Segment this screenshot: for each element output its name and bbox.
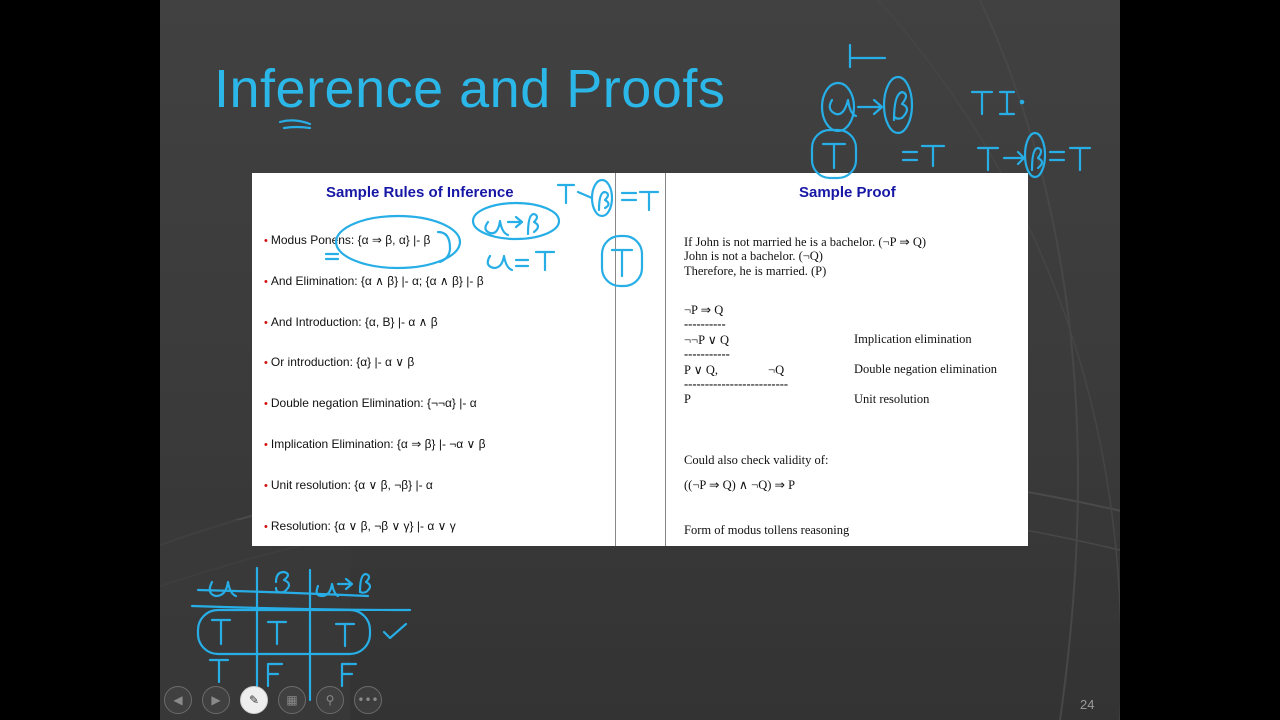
proof-step-rule: Double negation elimination bbox=[854, 362, 998, 376]
zoom-icon: ⚲ bbox=[325, 693, 335, 707]
slides-grid-icon: ▦ bbox=[286, 693, 298, 707]
proof-step-rule-line: ------------------------- bbox=[684, 377, 789, 391]
rules-column bbox=[252, 173, 616, 546]
proof-step-rule: Unit resolution bbox=[854, 392, 930, 406]
bullet-icon: • bbox=[264, 275, 268, 288]
rule-text: And Introduction: {α, B} |- α ∧ β bbox=[270, 314, 438, 329]
proof-step-rule-line: ---------- bbox=[684, 317, 726, 331]
rule-item bbox=[264, 437, 486, 451]
bullet-icon: • bbox=[264, 235, 268, 247]
next-arrow-icon: ▶ bbox=[211, 693, 221, 707]
proof-step-expr: ¬¬P ∨ Q bbox=[684, 333, 730, 347]
bullet-icon: • bbox=[264, 439, 268, 451]
premise-3: Therefore, he is married. (P) bbox=[684, 264, 827, 278]
proof-step-rule: Implication elimination bbox=[854, 332, 972, 346]
bullet-icon: • bbox=[264, 398, 268, 411]
rule-text: Implication Elimination: {α ⇒ β} |- ¬α ∨ β bbox=[270, 437, 486, 451]
page-number: 24 bbox=[1080, 697, 1095, 712]
proof-step-rule-line: ----------- bbox=[684, 347, 730, 361]
proof-footer: Form of modus tollens reasoning bbox=[684, 523, 850, 537]
rule-item bbox=[264, 315, 438, 329]
proof-step-expr: P ∨ Q, ¬Q bbox=[684, 363, 785, 377]
validity-label: Could also check validity of: bbox=[684, 453, 829, 467]
rule-item bbox=[264, 274, 484, 288]
premise-2: John is not a bachelor. (¬Q) bbox=[684, 249, 823, 263]
bullet-icon: • bbox=[264, 520, 268, 533]
rule-text: Or introduction: {α} |- α ∨ β bbox=[270, 355, 415, 370]
pen-icon: ✎ bbox=[248, 693, 260, 707]
validity-expression: ((¬P ⇒ Q) ∧ ¬Q) ⇒ P bbox=[684, 478, 796, 492]
rule-item bbox=[264, 233, 430, 247]
proof-heading: Sample Proof bbox=[799, 184, 896, 201]
slide-title: Inference and Proofs bbox=[214, 59, 726, 119]
slide bbox=[160, 0, 1120, 720]
previous-arrow-icon: ◀ bbox=[173, 693, 183, 707]
pen-button[interactable] bbox=[240, 686, 268, 714]
rule-text: Unit resolution: {α ∨ β, ¬β} |- α bbox=[270, 477, 433, 492]
rule-item bbox=[264, 396, 477, 410]
content-panel bbox=[252, 173, 1028, 546]
proof-column bbox=[666, 173, 1028, 546]
bullet-icon: • bbox=[264, 357, 268, 370]
bullet-icon: • bbox=[264, 479, 268, 492]
premise-1: If John is not married he is a bachelor. (¬P ⇒ Q) bbox=[684, 235, 927, 249]
more-options-icon: ••• bbox=[357, 693, 379, 707]
more-options-button[interactable] bbox=[354, 686, 382, 714]
zoom-button[interactable] bbox=[316, 686, 344, 714]
rule-text: And Elimination: {α ∧ β} |- α; {α ∧ β} |- β bbox=[270, 273, 484, 288]
rule-item bbox=[264, 355, 414, 369]
rule-text: Double negation Elimination: {¬¬α} |- α bbox=[270, 396, 477, 411]
rules-heading: Sample Rules of Inference bbox=[326, 184, 514, 201]
proof-step-expr: ¬P ⇒ Q bbox=[684, 303, 724, 317]
column-divider bbox=[616, 173, 666, 546]
rule-item bbox=[264, 519, 456, 533]
rule-item bbox=[264, 478, 433, 492]
slides-grid-button[interactable] bbox=[278, 686, 306, 714]
rule-text: Resolution: {α ∨ β, ¬β ∨ γ} |- α ∨ γ bbox=[270, 518, 456, 533]
previous-arrow-button[interactable] bbox=[164, 686, 192, 714]
bullet-icon: • bbox=[264, 316, 268, 329]
proof-step-expr: P bbox=[684, 392, 691, 406]
next-arrow-button[interactable] bbox=[202, 686, 230, 714]
rule-text: Modus Ponens: {α ⇒ β, α} |- β bbox=[270, 233, 431, 247]
